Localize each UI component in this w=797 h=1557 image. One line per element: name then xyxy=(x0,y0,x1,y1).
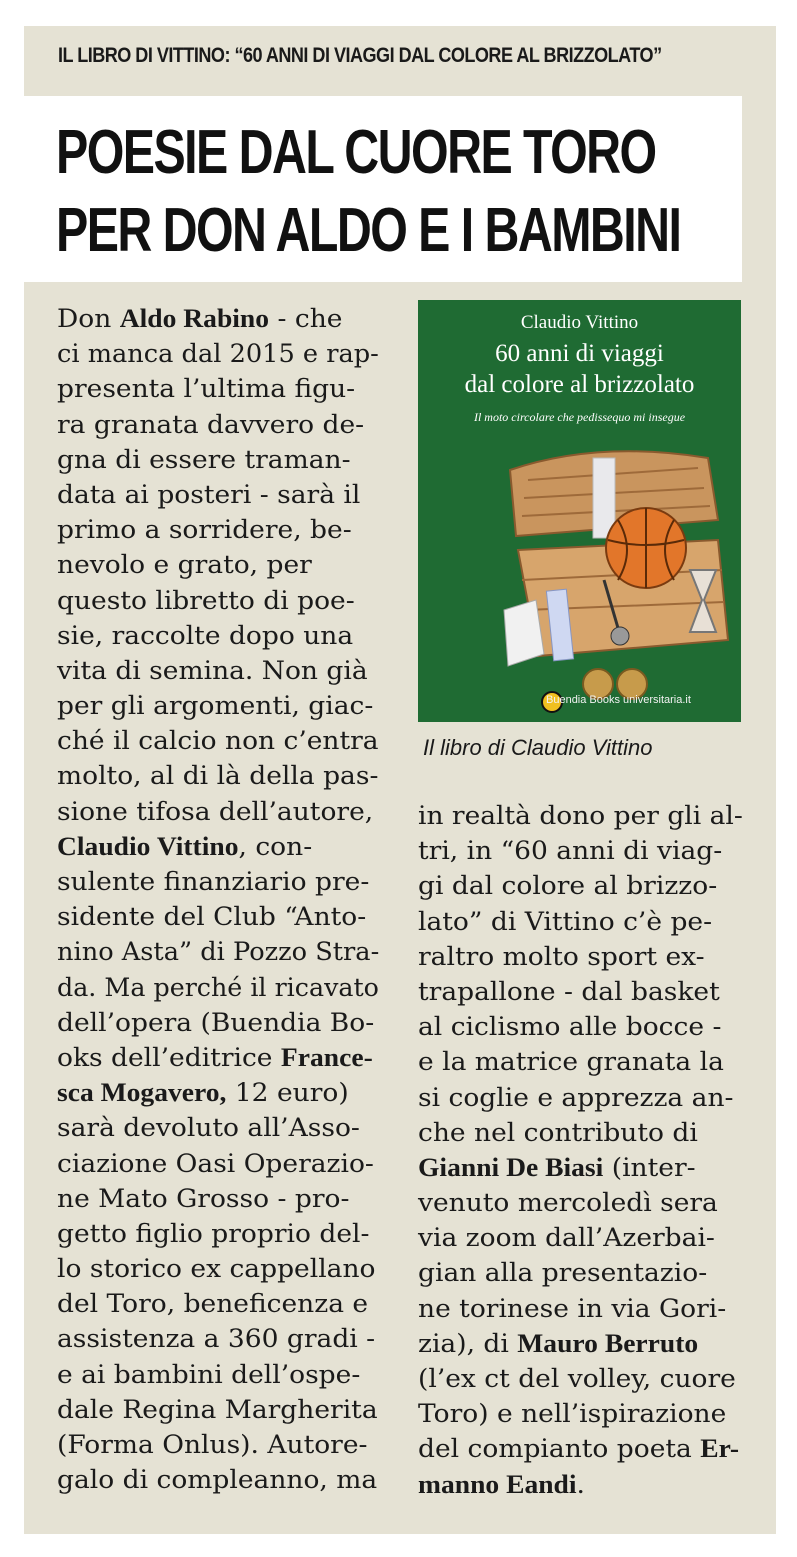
kicker-bar xyxy=(24,26,776,96)
text-segment: trapallone - dal basket xyxy=(418,976,720,1006)
text-line xyxy=(57,407,379,442)
bold-name: Gianni De Biasi xyxy=(418,1152,604,1182)
text-line xyxy=(57,1251,379,1286)
text-segment: gna di essere traman- xyxy=(57,444,351,474)
kicker: IL LIBRO DI VITTINO: “60 ANNI DI VIAGGI DAL COLORE AL BRIZZOLATO” xyxy=(58,44,662,67)
text-line xyxy=(418,1220,743,1255)
text-segment: si coglie e apprezza an- xyxy=(418,1082,734,1112)
text-line xyxy=(418,1080,743,1115)
text-line xyxy=(418,798,743,833)
text-segment: del Toro, beneficenza e xyxy=(57,1289,369,1319)
text-segment: ne torinese in via Gori- xyxy=(418,1293,727,1323)
text-line xyxy=(418,1185,743,1220)
text-line xyxy=(418,1009,743,1044)
text-segment: presenta l’ultima figu- xyxy=(57,374,356,404)
text-line xyxy=(57,1286,379,1321)
text-line xyxy=(57,1146,379,1181)
text-line xyxy=(418,1291,743,1326)
text-line xyxy=(57,371,379,406)
book-cover-image xyxy=(418,300,741,722)
text-line xyxy=(57,1005,379,1040)
text-line xyxy=(57,1427,379,1462)
text-segment: assistenza a 360 gradi - xyxy=(57,1324,376,1354)
text-line xyxy=(57,1462,379,1497)
article-column-left xyxy=(57,301,379,1497)
text-segment: sie, raccolte dopo una xyxy=(57,620,354,650)
bold-name: manno Eandi xyxy=(418,1469,577,1499)
text-segment: nevolo e grato, per xyxy=(57,550,312,580)
bold-name: Aldo Rabino xyxy=(119,304,270,333)
text-line xyxy=(57,934,379,969)
text-segment: tri, in “60 anni di viag- xyxy=(418,836,723,866)
text-line xyxy=(418,974,743,1009)
bold-name: Claudio Vittino xyxy=(57,831,239,861)
cover-publisher: Buendia Books universitaria.it xyxy=(546,694,691,706)
text-segment: gi dal colore al brizzo- xyxy=(418,871,718,901)
text-line xyxy=(418,1115,743,1150)
text-line xyxy=(57,301,379,336)
text-segment: venuto mercoledì sera xyxy=(418,1188,718,1218)
text-line xyxy=(418,1361,743,1396)
text-segment: ciazione Oasi Operazio- xyxy=(57,1148,374,1178)
text-line xyxy=(57,442,379,477)
cover-title xyxy=(418,338,741,400)
text-line xyxy=(418,1467,743,1502)
text-segment: gian alla presentazio- xyxy=(418,1258,708,1288)
text-segment: - che xyxy=(269,304,343,333)
bold-name: Mauro Berruto xyxy=(517,1328,699,1358)
text-segment: che nel contributo di xyxy=(418,1117,698,1147)
text-segment: lo storico ex cappellano xyxy=(57,1254,376,1284)
text-segment: sarà devoluto all’Asso- xyxy=(57,1113,360,1143)
text-line xyxy=(57,688,379,723)
text-segment: (l’ex ct del volley, cuore xyxy=(418,1364,736,1393)
text-segment: (inter- xyxy=(603,1152,696,1182)
text-line xyxy=(57,1181,379,1216)
text-segment: ra granata davvero de- xyxy=(57,409,365,439)
text-segment: ché il calcio non c’entra xyxy=(57,726,379,756)
text-segment: e ai bambini dell’ospe- xyxy=(57,1359,361,1389)
text-line xyxy=(57,1216,379,1251)
cover-title-line-2: dal colore al brizzolato xyxy=(464,371,695,398)
text-line xyxy=(57,477,379,512)
text-segment: (Forma Onlus). Autore- xyxy=(57,1430,368,1459)
text-line xyxy=(57,829,379,864)
text-segment: Don xyxy=(57,304,120,333)
text-line xyxy=(418,904,743,939)
text-segment: sidente del Club “Anto- xyxy=(57,902,367,932)
text-segment: sione tifosa dell’autore, xyxy=(57,796,374,826)
text-segment: ci manca dal 2015 e rap- xyxy=(57,339,379,369)
text-line xyxy=(418,1396,743,1431)
article-column-right xyxy=(418,798,743,1502)
text-segment: vita di semina. Non già xyxy=(57,655,368,685)
text-segment: da. Ma perché il ricavato xyxy=(57,972,379,1002)
text-segment: galo di compleanno, ma xyxy=(57,1465,378,1495)
bold-name: Er- xyxy=(700,1434,740,1464)
text-segment: getto figlio proprio del- xyxy=(57,1218,370,1248)
headline-box xyxy=(24,96,742,282)
headline xyxy=(56,114,680,270)
text-line xyxy=(418,868,743,903)
text-line xyxy=(57,1040,379,1075)
text-segment: . xyxy=(576,1469,585,1499)
text-line xyxy=(57,758,379,793)
text-segment: dell’opera (Buendia Bo- xyxy=(57,1007,375,1037)
headline-line-1: POESIE DAL CUORE TORO xyxy=(56,118,656,187)
text-line xyxy=(57,723,379,758)
text-line xyxy=(57,864,379,899)
text-segment: , con- xyxy=(238,831,313,861)
text-segment: oks dell’editrice xyxy=(57,1042,281,1072)
text-line xyxy=(57,794,379,829)
text-segment: sulente finanziario pre- xyxy=(57,867,370,896)
cover-subtitle: Il moto circolare che pedissequo mi insegue xyxy=(473,410,686,424)
cover-title-line-1: 60 anni di viaggi xyxy=(495,340,664,367)
text-line xyxy=(57,970,379,1005)
text-line xyxy=(418,1326,743,1361)
bold-name: France- xyxy=(280,1042,373,1072)
bold-name: sca Mogavero, xyxy=(57,1078,227,1108)
text-segment: molto, al di là della pas- xyxy=(57,761,379,791)
text-segment: questo libretto di poe- xyxy=(57,585,355,615)
treasure-chest-illustration xyxy=(418,440,741,722)
text-segment: del compianto poeta xyxy=(418,1434,701,1464)
text-line xyxy=(418,1044,743,1079)
text-line xyxy=(57,547,379,582)
text-line xyxy=(57,1357,379,1392)
text-segment: al ciclismo alle bocce - xyxy=(418,1012,722,1042)
text-segment: primo a sorridere, be- xyxy=(57,515,352,545)
text-line xyxy=(57,1110,379,1145)
text-line xyxy=(57,583,379,618)
text-line xyxy=(418,1431,743,1466)
text-segment: lato” di Vittino c’è pe- xyxy=(418,906,713,936)
cover-author: Claudio Vittino xyxy=(520,312,639,333)
text-segment: in realtà dono per gli al- xyxy=(418,801,743,830)
text-line xyxy=(57,653,379,688)
text-line xyxy=(57,899,379,934)
text-line xyxy=(418,939,743,974)
text-segment: per gli argomenti, giac- xyxy=(57,691,374,721)
text-segment: dale Regina Margherita xyxy=(57,1394,378,1424)
text-line xyxy=(418,1150,743,1185)
text-segment: via zoom dall’Azerbai- xyxy=(418,1223,715,1253)
text-segment: ne Mato Grosso - pro- xyxy=(57,1183,350,1213)
text-line xyxy=(57,1392,379,1427)
text-segment: e la matrice granata la xyxy=(418,1047,724,1077)
text-segment: nino Asta” di Pozzo Stra- xyxy=(57,937,380,967)
text-line xyxy=(57,512,379,547)
text-segment: data ai posteri - sarà il xyxy=(57,479,361,509)
text-line xyxy=(418,1255,743,1290)
text-line xyxy=(57,1321,379,1356)
text-segment: 12 euro) xyxy=(226,1078,349,1108)
text-line xyxy=(418,833,743,868)
text-line xyxy=(57,618,379,653)
headline-line-2: PER DON ALDO E I BAMBINI xyxy=(56,196,681,265)
text-line xyxy=(57,1075,379,1110)
text-segment: raltro molto sport ex- xyxy=(418,941,705,971)
text-segment: zia), di xyxy=(418,1328,518,1358)
text-line xyxy=(57,336,379,371)
text-segment: Toro) e nell’ispirazione xyxy=(418,1399,727,1429)
image-caption: Il libro di Claudio Vittino xyxy=(423,735,653,760)
